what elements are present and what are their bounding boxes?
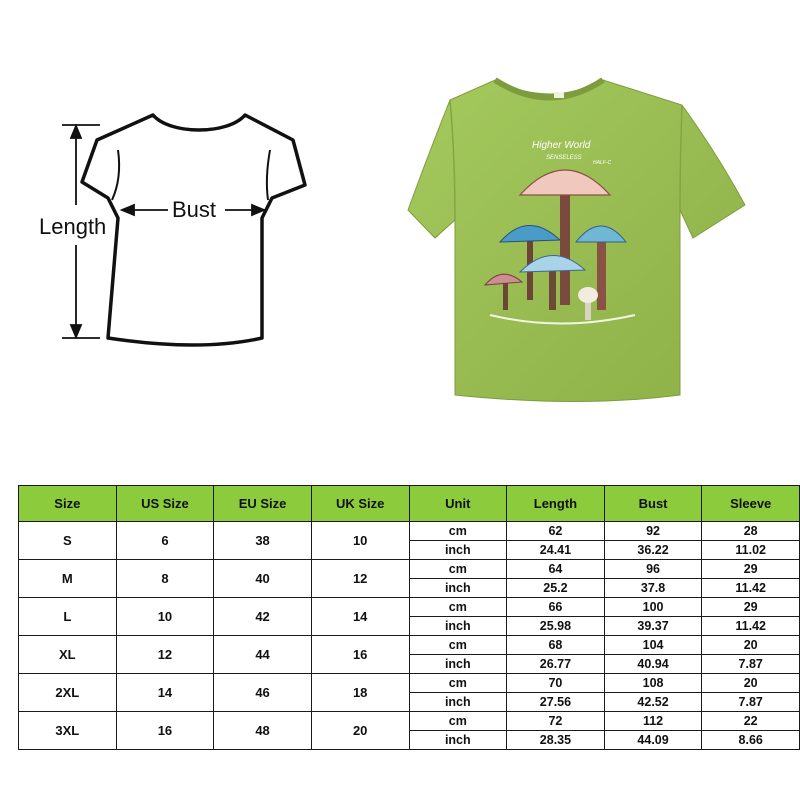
size-cell: S: [19, 522, 117, 560]
unit-cell: inch: [409, 617, 507, 636]
bust-cell: 36.22: [604, 541, 702, 560]
sleeve-cell: 7.87: [702, 655, 800, 674]
length-label: Length: [39, 214, 107, 239]
size-cell: M: [19, 560, 117, 598]
sleeve-cell: 28: [702, 522, 800, 541]
table-row: [19, 560, 800, 579]
bust-cell: 37.8: [604, 579, 702, 598]
uk-size-cell: 10: [311, 522, 409, 560]
unit-cell: cm: [409, 636, 507, 655]
uk-size-cell: 12: [311, 560, 409, 598]
length-cell: 27.56: [507, 693, 605, 712]
bust-cell: 42.52: [604, 693, 702, 712]
bust-cell: 40.94: [604, 655, 702, 674]
header-size: Size: [19, 486, 117, 522]
unit-cell: inch: [409, 693, 507, 712]
us-size-cell: 6: [116, 522, 214, 560]
bust-cell: 104: [604, 636, 702, 655]
uk-size-cell: 14: [311, 598, 409, 636]
unit-cell: inch: [409, 731, 507, 750]
sleeve-cell: 22: [702, 712, 800, 731]
sleeve-cell: 29: [702, 598, 800, 617]
shirt-outline: [82, 115, 305, 345]
eu-size-cell: 44: [214, 636, 312, 674]
unit-cell: cm: [409, 522, 507, 541]
uk-size-cell: 16: [311, 636, 409, 674]
measurement-diagram: [0, 0, 400, 420]
header-sleeve: Sleeve: [702, 486, 800, 522]
unit-cell: inch: [409, 655, 507, 674]
bust-cell: 44.09: [604, 731, 702, 750]
shirt-label: [554, 92, 564, 98]
sleeve-cell: 11.02: [702, 541, 800, 560]
length-cell: 28.35: [507, 731, 605, 750]
size-cell: 2XL: [19, 674, 117, 712]
shirt-photo: [400, 60, 760, 420]
bust-label: Bust: [172, 197, 217, 222]
us-size-cell: 16: [116, 712, 214, 750]
size-cell: XL: [19, 636, 117, 674]
unit-cell: inch: [409, 541, 507, 560]
header-uk-size: UK Size: [311, 486, 409, 522]
length-cell: 62: [507, 522, 605, 541]
table-row: [19, 598, 800, 617]
length-cell: 68: [507, 636, 605, 655]
unit-cell: cm: [409, 712, 507, 731]
sleeve-cell: 11.42: [702, 617, 800, 636]
us-size-cell: 10: [116, 598, 214, 636]
print-tag: HALF-C: [593, 160, 612, 166]
length-cell: 64: [507, 560, 605, 579]
sleeve-cell: 11.42: [702, 579, 800, 598]
header-us-size: US Size: [116, 486, 214, 522]
size-cell: L: [19, 598, 117, 636]
sleeve-cell: 29: [702, 560, 800, 579]
eu-size-cell: 42: [214, 598, 312, 636]
sleeve-cell: 8.66: [702, 731, 800, 750]
unit-cell: cm: [409, 598, 507, 617]
bust-cell: 112: [604, 712, 702, 731]
length-cell: 24.41: [507, 541, 605, 560]
bust-cell: 108: [604, 674, 702, 693]
table-row: [19, 712, 800, 731]
header-length: Length: [507, 486, 605, 522]
header-eu-size: EU Size: [214, 486, 312, 522]
bust-cell: 100: [604, 598, 702, 617]
length-cell: 70: [507, 674, 605, 693]
size-cell: 3XL: [19, 712, 117, 750]
unit-cell: cm: [409, 674, 507, 693]
uk-size-cell: 20: [311, 712, 409, 750]
us-size-cell: 14: [116, 674, 214, 712]
eu-size-cell: 46: [214, 674, 312, 712]
sleeve-cell: 7.87: [702, 693, 800, 712]
length-cell: 72: [507, 712, 605, 731]
us-size-cell: 8: [116, 560, 214, 598]
print-subtitle: SENSELESS: [546, 155, 582, 161]
length-cell: 25.98: [507, 617, 605, 636]
print-title: Higher World: [532, 140, 591, 151]
bust-cell: 96: [604, 560, 702, 579]
length-cell: 66: [507, 598, 605, 617]
size-chart-table: [18, 485, 800, 750]
bust-cell: 39.37: [604, 617, 702, 636]
bust-cell: 92: [604, 522, 702, 541]
eu-size-cell: 48: [214, 712, 312, 750]
unit-cell: inch: [409, 579, 507, 598]
table-row: [19, 674, 800, 693]
eu-size-cell: 40: [214, 560, 312, 598]
header-bust: Bust: [604, 486, 702, 522]
table-row: [19, 636, 800, 655]
sleeve-cell: 20: [702, 636, 800, 655]
sleeve-cell: 20: [702, 674, 800, 693]
unit-cell: cm: [409, 560, 507, 579]
header-unit: Unit: [409, 486, 507, 522]
us-size-cell: 12: [116, 636, 214, 674]
eu-size-cell: 38: [214, 522, 312, 560]
table-header-row: [19, 486, 800, 522]
table-row: [19, 522, 800, 541]
length-cell: 26.77: [507, 655, 605, 674]
length-cell: 25.2: [507, 579, 605, 598]
uk-size-cell: 18: [311, 674, 409, 712]
